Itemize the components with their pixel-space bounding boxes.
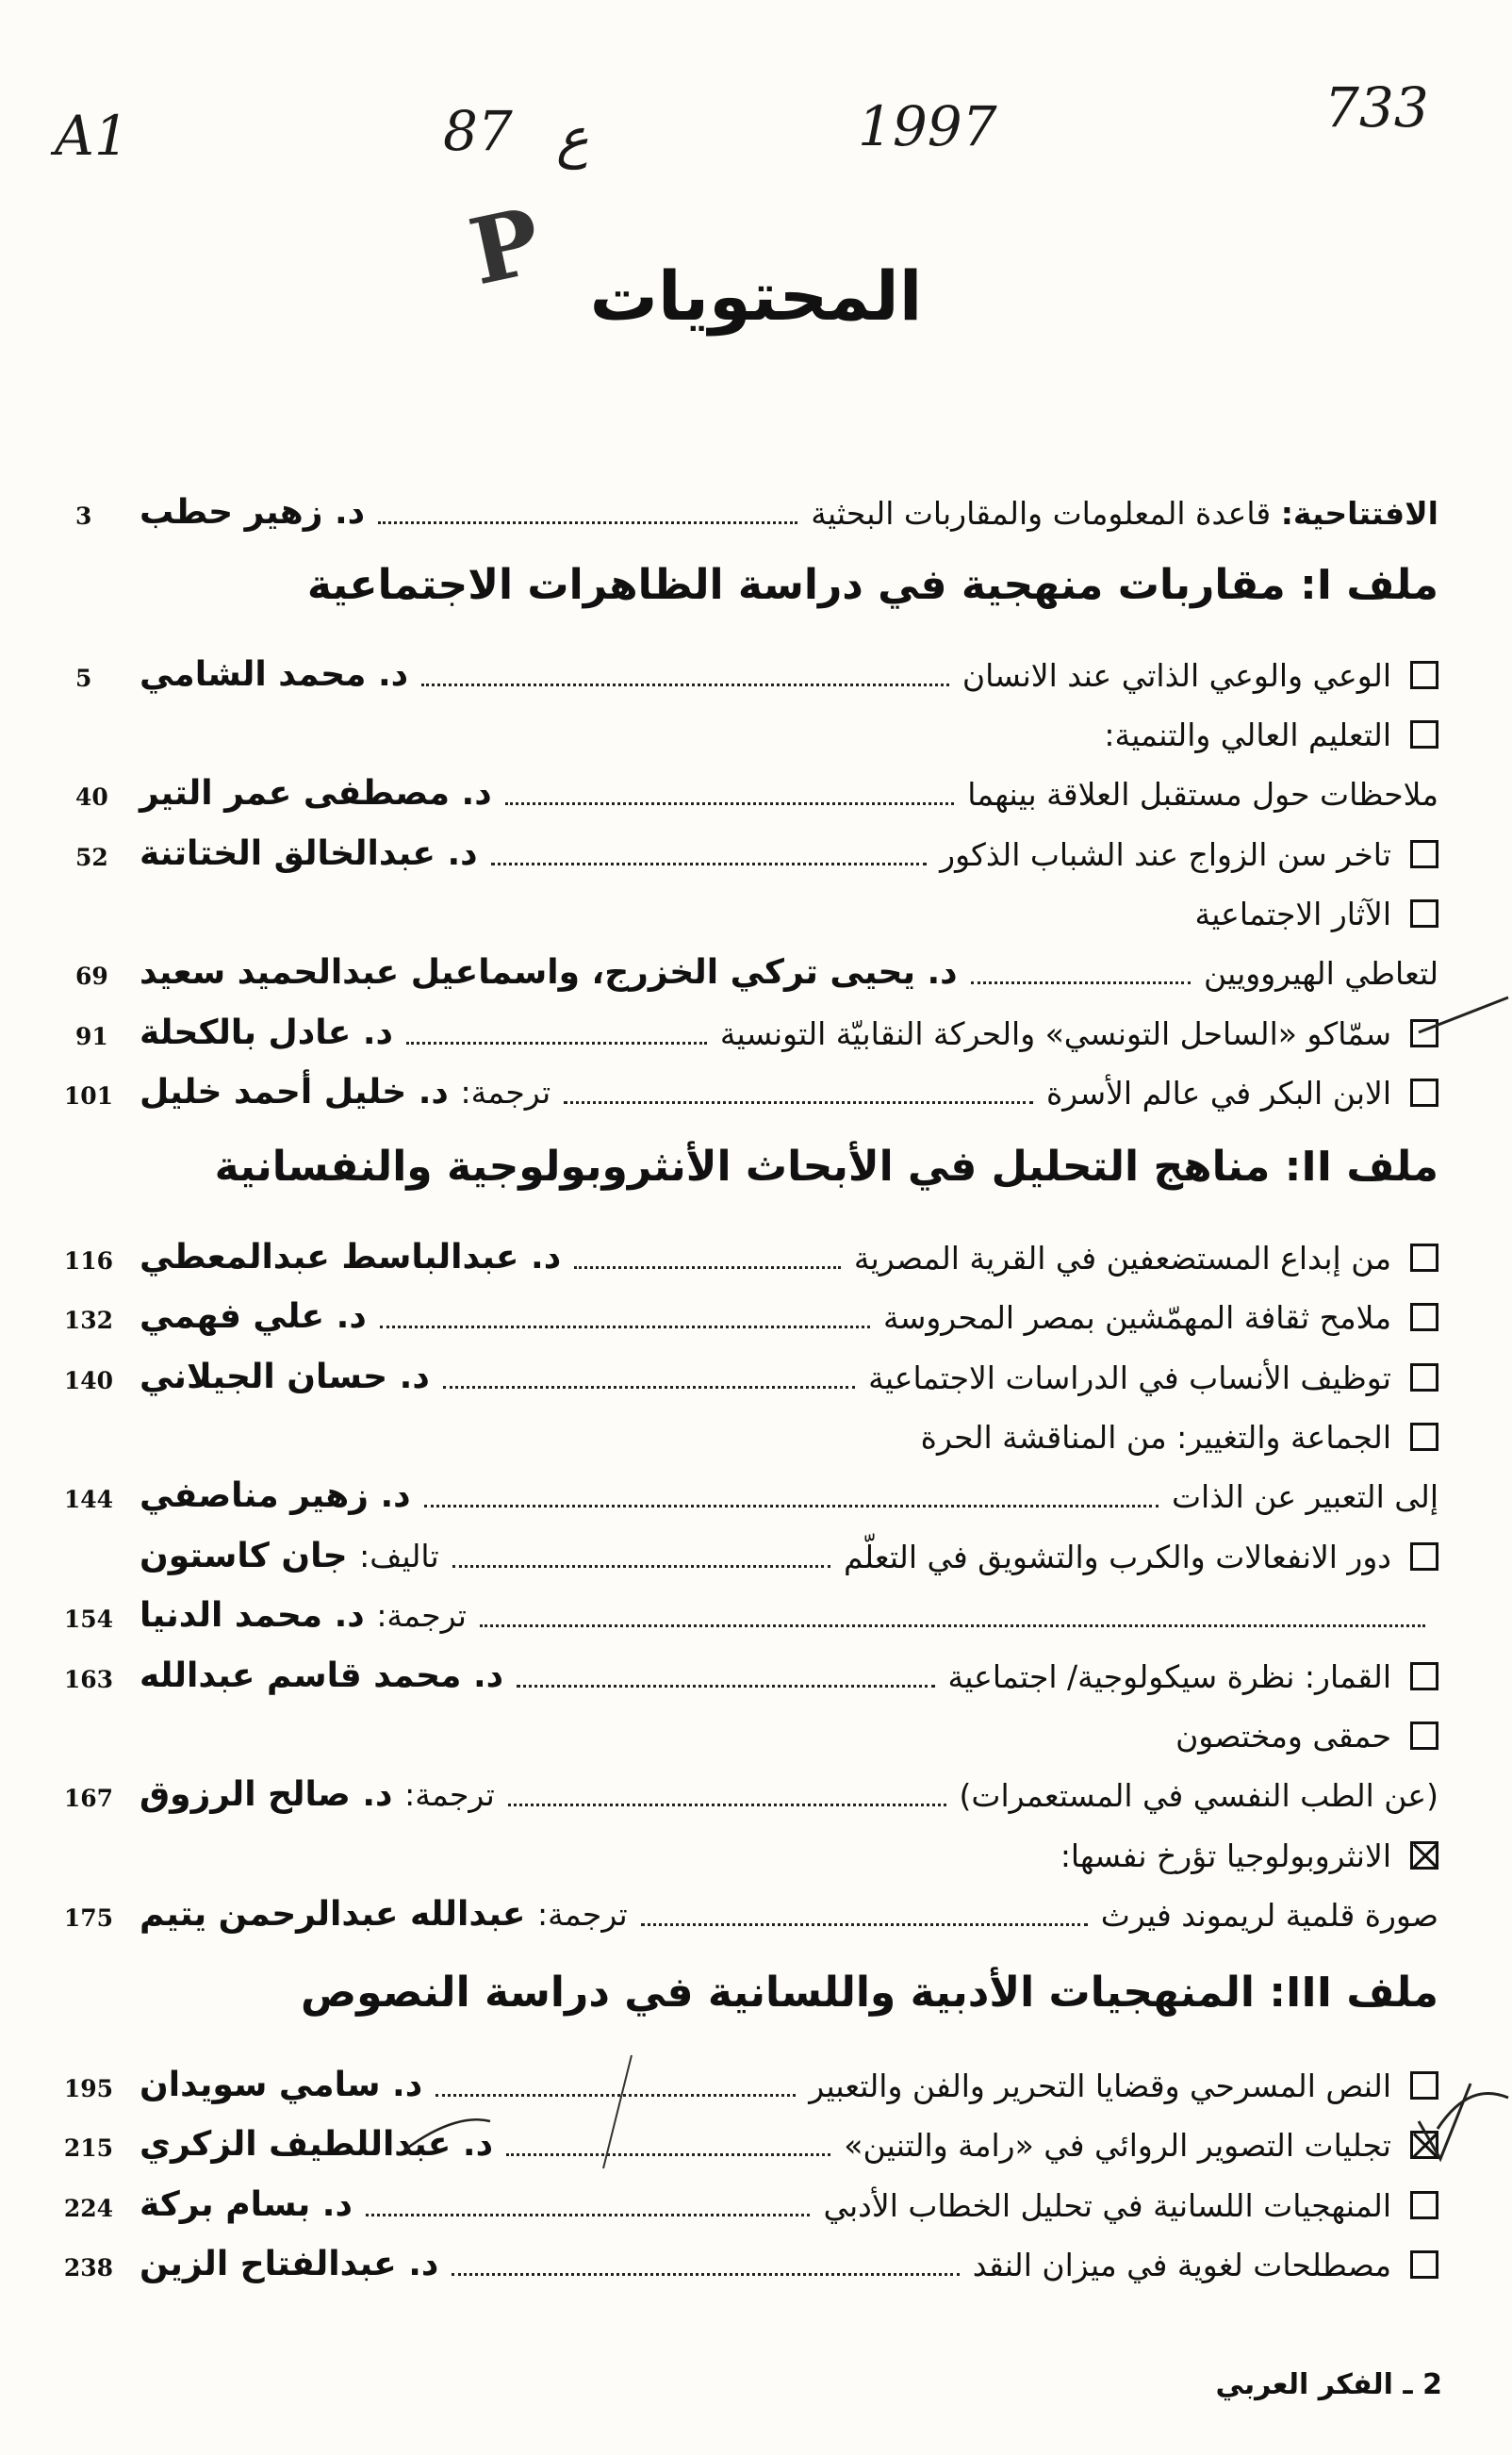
entry-author-name: د. بسام بركة [140, 2185, 353, 2224]
entry-title: الابن البكر في عالم الأسرة [1045, 1075, 1391, 1112]
entry-title: (عن الطب النفسي في المستعمرات) [959, 1777, 1438, 1814]
handwritten-issue-number: 87 [443, 99, 513, 163]
pen-stroke [1438, 2094, 1508, 2129]
footer-page-number: 2 [1422, 2368, 1442, 2401]
entry-page-number: 5 [75, 665, 92, 692]
entry-page-number: 140 [63, 1367, 113, 1394]
entry-title: المنهجيات اللسانية في تحليل الخطاب الأدبي [823, 2187, 1391, 2224]
entry-title: حمقى ومختصون [1175, 1718, 1391, 1755]
entry-author-name: د. زهير مناصفي [140, 1476, 411, 1515]
entry-author-name: د. محمد الدنيا [140, 1596, 365, 1635]
entry-title: الآثار الاجتماعية [1194, 896, 1391, 932]
entry-page-number: 91 [75, 1023, 108, 1050]
page-footer [1122, 2368, 1442, 2401]
entry-author-name: د. عبدالخالق الختاتنة [140, 834, 478, 873]
entry-role-prefix: ترجمة: [376, 1597, 467, 1634]
section-title: المنهجيات الأدبية واللسانية في دراسة النصوص [300, 1969, 1256, 2017]
entry-title: ملاحظات حول مستقبل العلاقة بينهما [967, 776, 1438, 813]
entry-author-name: د. محمد الشامي [140, 655, 409, 694]
entry-role-prefix: ترجمة: [537, 1896, 628, 1933]
section-title: مقاربات منهجية في دراسة الظاهرات الاجتماعية [306, 561, 1286, 609]
entry-title: التعليم العالي والتنمية: [1104, 717, 1391, 753]
entry-title: القمار: نظرة سيكولوجية/ اجتماعية [947, 1658, 1391, 1695]
entry-page-number: 167 [63, 1785, 113, 1812]
entry-page-number: 215 [63, 2134, 113, 2162]
entry-author-name: د. يحيى تركي الخزرج، واسماعيل عبدالحميد سعيد [140, 953, 958, 992]
entry-author-name: د. محمد قاسم عبدالله [140, 1656, 504, 1695]
entry-author-name: د. حسان الجيلاني [140, 1358, 430, 1396]
library-stamp: P [461, 187, 551, 306]
entry-author-name: د. علي فهمي [140, 1297, 367, 1336]
entry-title: الجماعة والتغيير: من المناقشة الحرة [920, 1419, 1391, 1456]
entry-page-number: 132 [63, 1307, 113, 1334]
opening-title: قاعدة المعلومات والمقاربات البحثية [811, 495, 1272, 532]
pen-stroke [603, 2055, 632, 2168]
entry-page-number: 101 [63, 1082, 113, 1110]
section-title: مناهج التحليل في الأبحاث الأنثروبولوجية والنفسانية [214, 1143, 1271, 1191]
handwritten-code: 733 [1324, 75, 1429, 140]
entry-page-number: 144 [63, 1486, 113, 1513]
section-label: ملف III: [1269, 1969, 1438, 2017]
entry-page-number: 163 [63, 1666, 113, 1693]
pen-stroke [1419, 997, 1508, 1032]
entry-author-name: د. سامي سويدان [140, 2066, 423, 2104]
entry-role-prefix: ترجمة: [460, 1074, 551, 1111]
entry-page-number: 238 [63, 2254, 113, 2282]
entry-author-name: د. صالح الرزوق [140, 1775, 393, 1814]
entry-page-number: 52 [75, 844, 108, 871]
entry-author-name: د. عبداللطيف الزكري [140, 2125, 494, 2164]
entry-title: سمّاكو «الساحل التونسي» والحركة النقابيّة التونسية [719, 1015, 1391, 1052]
section-label: ملف I: [1300, 561, 1438, 609]
entry-author-name: د. خليل أحمد خليل [140, 1073, 449, 1112]
entry-author-name: د. مصطفى عمر التير [140, 774, 492, 813]
entry-role-prefix: ترجمة: [404, 1776, 495, 1813]
pen-stroke [405, 2119, 490, 2150]
entry-page-number: 69 [75, 963, 108, 990]
footer-journal: الفكر العربي [1215, 2368, 1393, 2401]
entry-author-name: د. عبدالباسط عبدالمعطي [140, 1238, 562, 1277]
handwritten-issue-letter: ع [556, 106, 589, 170]
entry-role-prefix: تاليف: [359, 1538, 439, 1574]
entry-author-name: د. عبدالفتاح الزين [140, 2245, 439, 2283]
entry-page-number: 195 [63, 2075, 113, 2102]
opening-label: الافتتاحية: [1280, 495, 1438, 532]
opening-page: 3 [75, 503, 92, 530]
entry-page-number: 175 [63, 1904, 113, 1932]
entry-page-number: 224 [63, 2195, 113, 2222]
entry-page-number: 40 [75, 783, 108, 811]
handwritten-code-a1: A1 [55, 104, 129, 168]
page-title: المحتويات [589, 256, 923, 336]
entry-title: الانثروبولوجيا تؤرخ نفسها: [1060, 1837, 1391, 1874]
entry-title: تاخر سن الزواج عند الشباب الذكور [940, 836, 1391, 873]
entry-author-name: عبدالله عبدالرحمن يتيم [140, 1895, 526, 1934]
entry-title: ملامح ثقافة المهمّشين بمصر المحروسة [883, 1299, 1391, 1336]
entry-title: النص المسرحي وقضايا التحرير والفن والتعبير [809, 2068, 1391, 2104]
entry-title: إلى التعبير عن الذات [1171, 1478, 1438, 1515]
entry-page-number: 154 [63, 1606, 113, 1633]
entry-title: مصطلحات لغوية في ميزان النقد [972, 2247, 1391, 2283]
entry-page-number: 116 [63, 1247, 113, 1275]
entry-title: صورة قلمية لريموند فيرث [1100, 1897, 1438, 1934]
entry-title: لتعاطي الهيروويين [1204, 955, 1438, 992]
entry-author-name: جان كاستون [140, 1537, 348, 1575]
entry-title: دور الانفعالات والكرب والتشويق في التعلّم [844, 1539, 1391, 1575]
entry-author-name: د. عادل بالكحلة [140, 1013, 393, 1052]
entry-title: توظيف الأنساب في الدراسات الاجتماعية [868, 1359, 1391, 1396]
footer-separator: ـ [1403, 2368, 1413, 2401]
entry-title: من إبداع المستضعفين في القرية المصرية [853, 1240, 1391, 1277]
section-label: ملف II: [1284, 1143, 1438, 1191]
opening-author: د. زهير حطب [140, 493, 366, 532]
entry-title: تجليات التصوير الروائي في «رامة والتنين» [844, 2127, 1391, 2164]
entry-title: الوعي والوعي الذاتي عند الانسان [961, 657, 1391, 694]
handwritten-year: 1997 [858, 94, 997, 158]
